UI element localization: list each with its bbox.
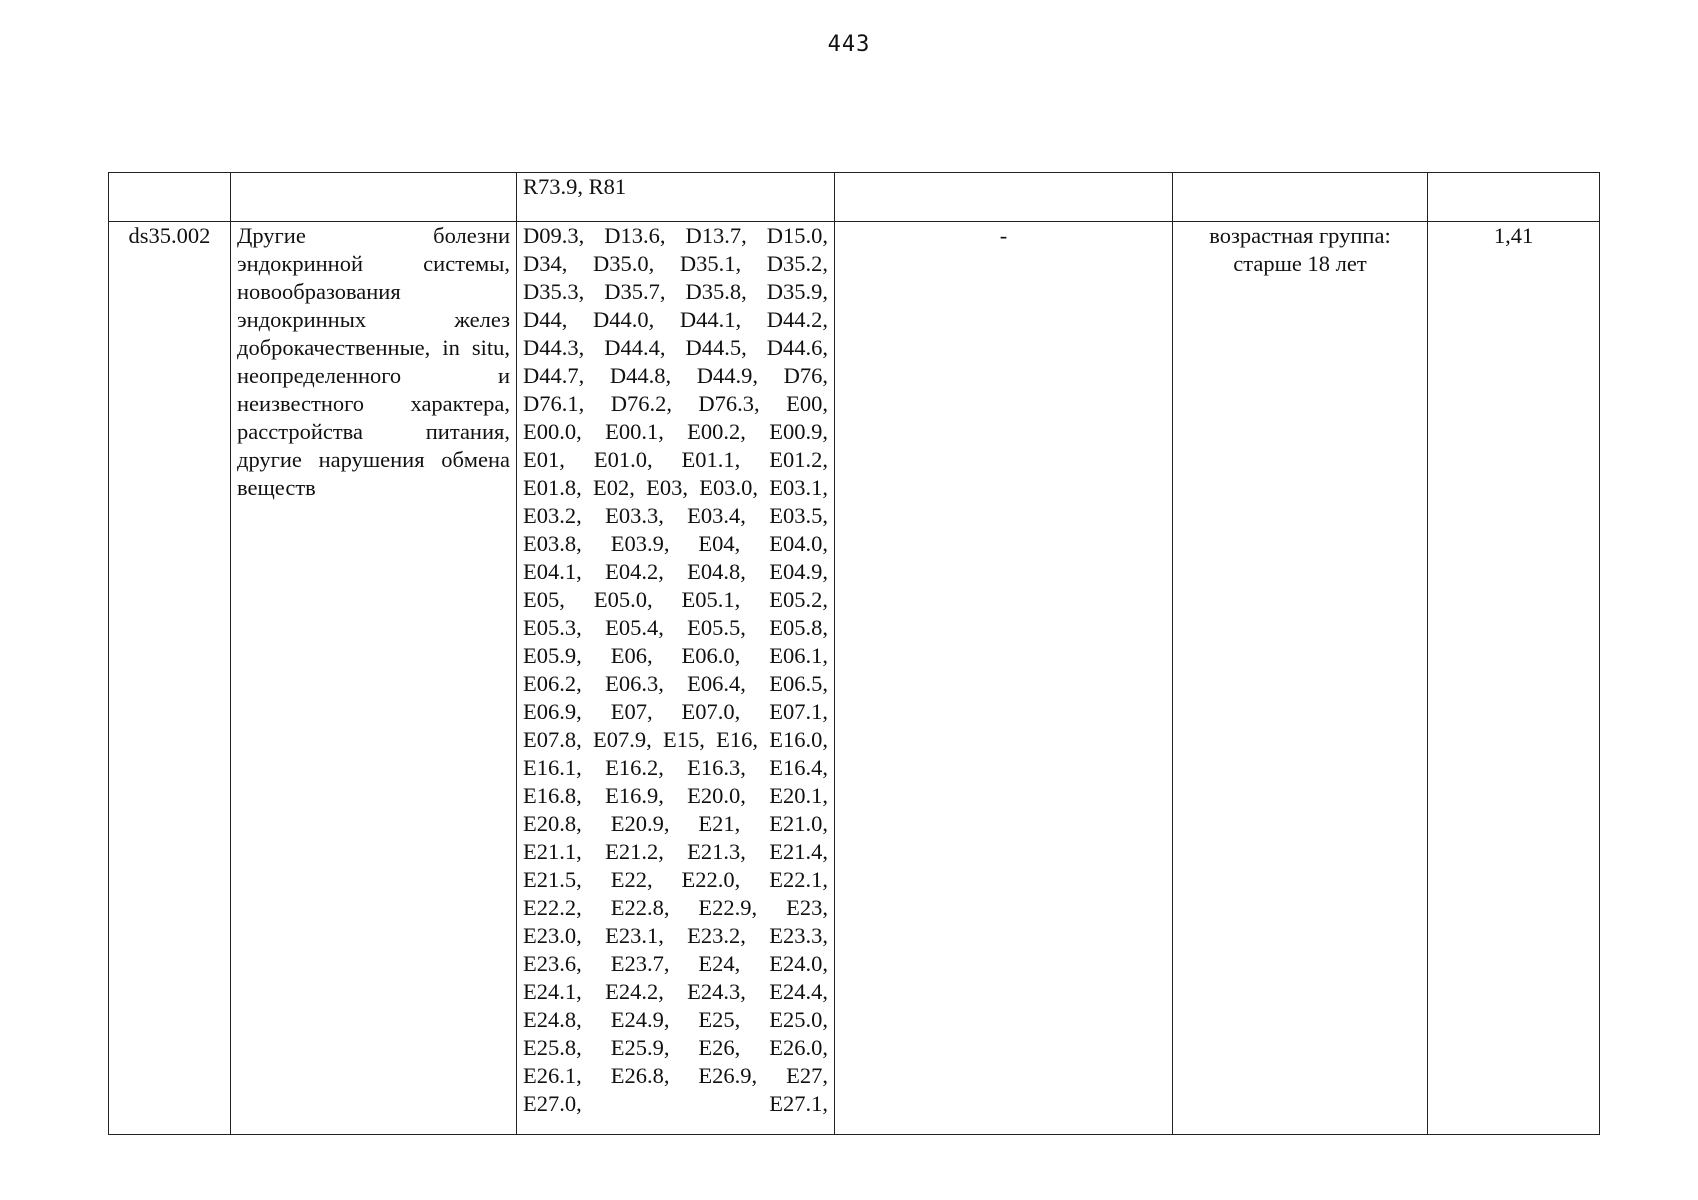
- table-row: [109, 173, 1600, 222]
- cell-code: ds35.002: [109, 222, 231, 1135]
- cell-code: [109, 173, 231, 222]
- cell-icd-codes: D09.3, D13.6, D13.7, D15.0, D34, D35.0, D35.1, D35.2, D35.3, D35.7, D35.8, D35.9, D44, D44.0, D44.1, D44.2, D44.3, D44.4, D44.5, D44.6, D44.7, D44.8, D44.9, D76, D76.1, D76.2, D76.3, E00, E00.0, E00.1, E00.2, E00.9, E01, E01.0, E01.1, E01.2, E01.8, E02, E03, E03.0, E03.1, E03.2, E03.3, E03.4, E03.5, E03.8, E03.9, E04, E04.0, E04.1, E04.2, E04.8, E04.9, E05, E05.0, E05.1, E05.2, E05.3, E05.4, E05.5, E05.8, E05.9, E06, E06.0, E06.1, E06.2, E06.3, E06.4, E06.5, E06.9, E07, E07.0, E07.1, E07.8, E07.9, E15, E16, E16.0, E16.1, E16.2, E16.3, E16.4, E16.8, E16.9, E20.0, E20.1, E20.8, E20.9, E21, E21.0, E21.1, E21.2, E21.3, E21.4, E21.5, E22, E22.0, E22.1, E22.2, E22.8, E22.9, E23, E23.0, E23.1, E23.2, E23.3, E23.6, E23.7, E24, E24.0, E24.1, E24.2, E24.3, E24.4, E24.8, E24.9, E25, E25.0, E25.8, E25.9, E26, E26.0, E26.1, E26.8, E26.9, E27, E27.0, E27.1,: [517, 222, 835, 1135]
- table-row: [109, 222, 1600, 1135]
- cell-name: [231, 173, 517, 222]
- cell-icd-codes: R73.9, R81: [517, 173, 835, 222]
- cell-name: Другие болезни эндокринной системы, новообразования эндокринных желез доброкачественные, in situ, неопределенного и неизвестного характера, расстройства питания, другие нарушения обмена веществ: [231, 222, 517, 1135]
- cell-other-criteria: возрастная группа: старше 18 лет: [1173, 222, 1428, 1135]
- cell-other-criteria: [1173, 173, 1428, 222]
- page-number: 443: [827, 32, 871, 57]
- cell-coefficient: 1,41: [1428, 222, 1600, 1135]
- cell-coefficient: [1428, 173, 1600, 222]
- cell-service-codes: -: [835, 222, 1173, 1135]
- cell-service-codes: [835, 173, 1173, 222]
- tariff-table: [108, 172, 1600, 1135]
